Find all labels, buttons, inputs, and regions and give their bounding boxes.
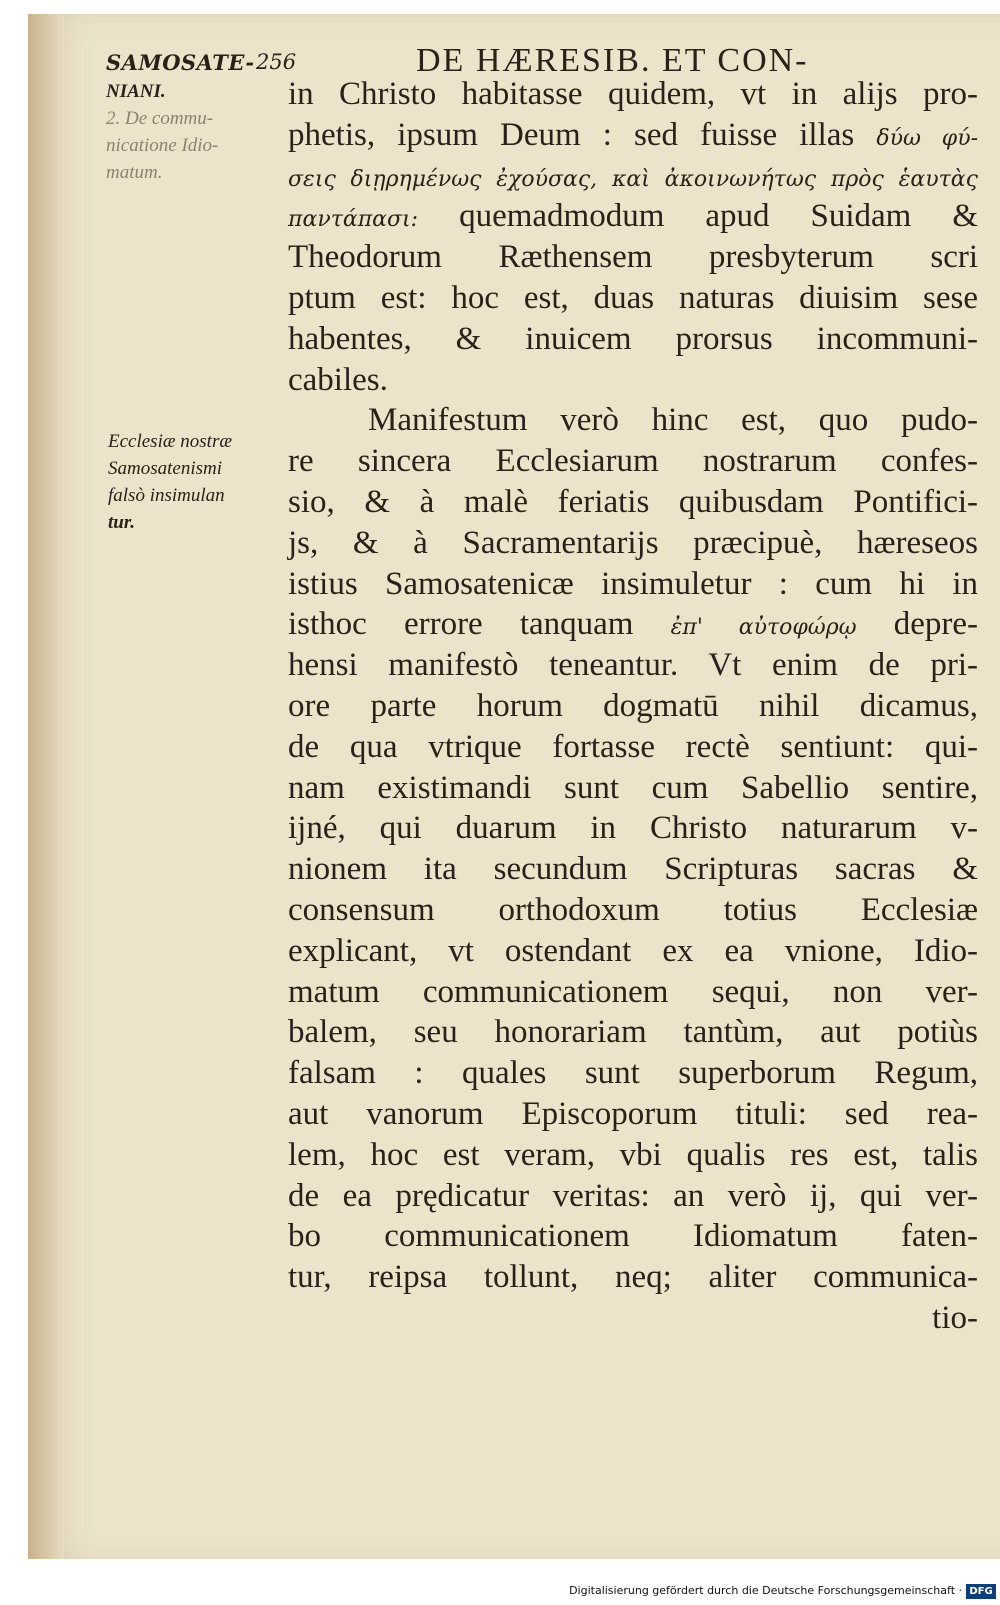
text-line: re sincera Ecclesiarum nostrarum confes- xyxy=(288,443,978,480)
text-line: sio, & à malè feriatis quibusdam Pontifici- xyxy=(288,483,978,520)
margin-note-line: matum. xyxy=(106,162,163,183)
running-head-left: SAMOSATE- xyxy=(106,50,255,75)
margin-note-line: Ecclesiæ nostræ xyxy=(108,431,233,452)
paragraph-start: Manifestum verò hinc est, quo pudo- xyxy=(368,402,978,439)
greek-phrase: παντάπασι: xyxy=(288,207,419,233)
text-line: nionem ita secundum Scripturas sacras & xyxy=(288,851,978,888)
text-line: de ea prędicatur veritas: an verò ij, qui ver- xyxy=(288,1177,978,1214)
greek-phrase: σεις διῃρημένως ἐχούσας, καὶ ἀκοινωνήτως πρὸς ἑαυτὰς xyxy=(288,166,978,192)
greek-phrase: δύω φύ- xyxy=(876,125,979,151)
greek-phrase: ἐπ' αὐτοφώρῳ xyxy=(670,615,857,641)
text-line: Theodorum Ræthensem presbyterum scri xyxy=(288,239,978,276)
text-line: ore parte horum dogmatū nihil dicamus, xyxy=(288,687,978,724)
text-line: habentes, & inuicem prorsus incommuni- xyxy=(288,320,978,357)
funding-credit: Digitalisierung gefördert durch die Deutsche Forschungsgemeinschaft · xyxy=(569,1584,962,1597)
text-line: aut vanorum Episcoporum tituli: sed rea- xyxy=(288,1095,978,1132)
margin-note-communicatio xyxy=(106,78,284,186)
text-line: in Christo habitasse quidem, vt in alijs pro- xyxy=(288,76,978,112)
catchword: tio- xyxy=(932,1299,978,1336)
text-line: bo communicationem Idiomatum faten- xyxy=(288,1218,978,1255)
text-line: falsam : quales sunt superborum Regum, xyxy=(288,1055,978,1092)
digitization-footer xyxy=(0,1575,1000,1605)
margin-note-samosatenismi xyxy=(108,428,286,536)
page-number: 256 xyxy=(256,50,297,74)
page-binding-shadow xyxy=(28,14,64,1559)
main-text xyxy=(288,74,978,1339)
text-line: hensi manifestò teneantur. Vt enim de pri- xyxy=(288,647,978,684)
margin-note-line: NIANI. xyxy=(106,81,166,102)
text-line: ptum est: hoc est, duas naturas diuisim sese xyxy=(288,279,978,316)
text-line: explicant, vt ostendant ex ea vnione, Idio- xyxy=(288,932,978,969)
greek-line xyxy=(288,156,978,197)
text-line: ijné, qui duarum in Christo naturarum v- xyxy=(288,810,978,847)
running-head-title: DE HÆRESIB. ET CON- xyxy=(416,42,809,79)
text-line: de qua vtrique fortasse rectè sentiunt: qui- xyxy=(288,728,978,765)
text-line-with-greek: phetis, ipsum Deum : sed fuisse illas δύω φύ- xyxy=(288,116,979,153)
text-line: js, & à Sacramentarijs præcipuè, hæreseos xyxy=(288,524,978,561)
margin-note-line: falsò insimulan xyxy=(108,485,225,506)
text-line: tur, reipsa tollunt, neq; aliter communica- xyxy=(288,1259,978,1296)
book-page xyxy=(28,14,1000,1559)
text-line: cabiles. xyxy=(288,361,388,398)
dfg-logo-icon: DFG xyxy=(966,1584,996,1599)
text-line: nam existimandi sunt cum Sabellio sentire, xyxy=(288,769,978,806)
text-line: consensum orthodoxum totius Ecclesiæ xyxy=(288,891,978,928)
text-line: istius Samosatenicæ insimuletur : cum hi in xyxy=(288,565,978,602)
text-line: matum communicationem sequi, non ver- xyxy=(288,973,978,1010)
margin-note-line: nicatione Idio- xyxy=(106,135,219,156)
text-line-with-greek: παντάπασι: quemadmodum apud Suidam & xyxy=(288,198,979,235)
text-line: lem, hoc est veram, vbi qualis res est, talis xyxy=(288,1136,978,1173)
text-line: balem, seu honorariam tantùm, aut potiùs xyxy=(288,1014,978,1051)
text-line-with-greek: isthoc errore tanquam ἐπ' αὐτοφώρῳ depre- xyxy=(288,606,979,643)
margin-note-line: tur. xyxy=(108,512,135,533)
margin-note-line: Samosatenismi xyxy=(108,458,222,479)
margin-note-line: 2. De commu- xyxy=(106,108,214,129)
